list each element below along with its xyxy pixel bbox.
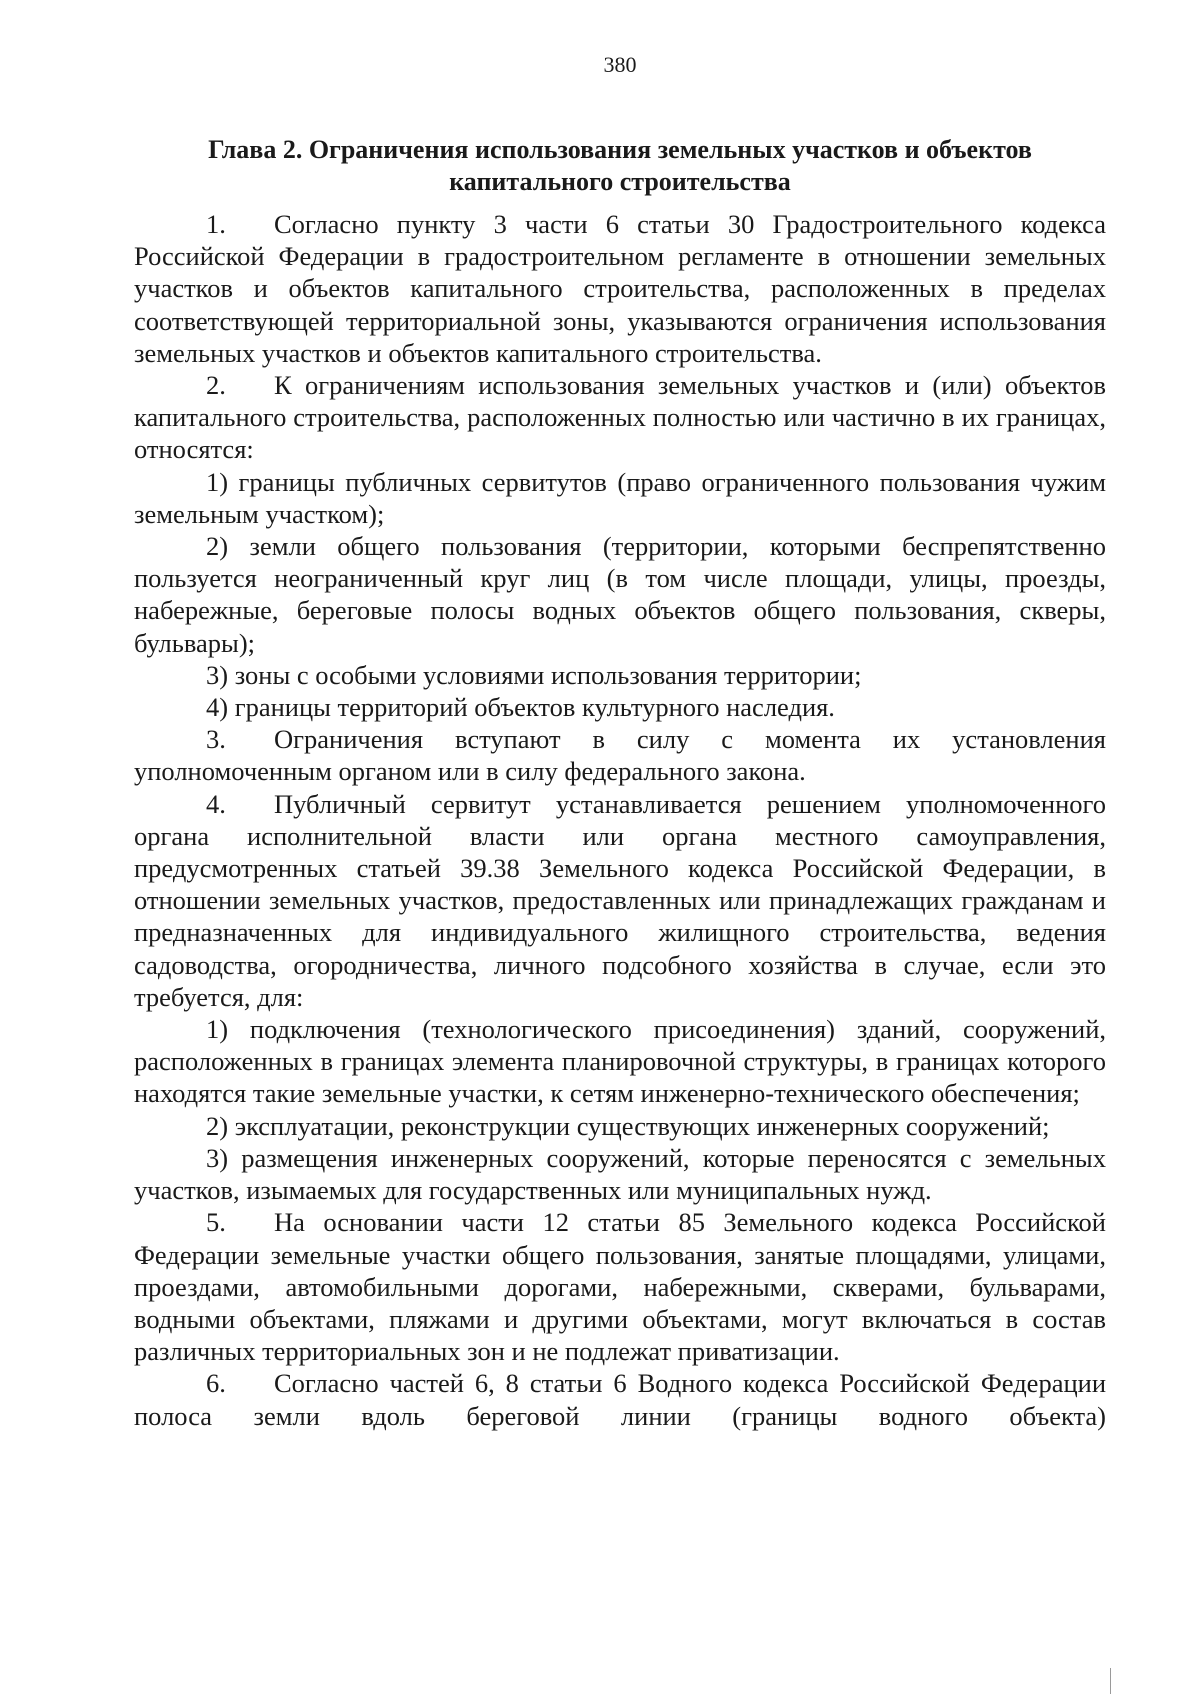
- list-item-4-2: 2) эксплуатации, реконструкции существующих инженерных сооружений;: [206, 1110, 1050, 1141]
- paragraph-4: [134, 788, 1106, 1013]
- list-item-4-3: 3) размещения инженерных сооружений, которые переносятся с земельных участков, изымаемых для государственных или муниципальных нужд.: [134, 1142, 1106, 1206]
- chapter-title-line-2: капитального строительства: [449, 167, 791, 196]
- paragraph-number: 3.: [206, 724, 226, 755]
- list-item-2-3: 3) зоны с особыми условиями использования территории;: [206, 659, 862, 690]
- paragraph-5: [134, 1206, 1106, 1367]
- paragraph-number: 6.: [206, 1368, 226, 1399]
- paragraph-number: 1.: [206, 209, 226, 239]
- list-item-4-1: 1) подключения (технологического присоединения) зданий, сооружений, расположенных в границах элемента планировочной структуры, в границах которого находятся такие земельные участки, к сетям инженерно-технического обеспечения;: [134, 1014, 1106, 1109]
- chapter-title-line-1: Глава 2. Ограничения использования земельных участков и объектов: [208, 135, 1032, 164]
- paragraph-text: Согласно частей 6, 8 статьи 6 Водного кодекса Российской Федерации полоса земли вдоль береговой линии (границы водного объекта): [134, 1368, 1106, 1431]
- page-number: 380: [603, 52, 637, 77]
- paragraph-3: [134, 723, 1106, 787]
- paragraph-1: [134, 208, 1106, 369]
- list-item-2-2: 2) земли общего пользования (территории, которыми беспрепятственно пользуется неограниченный круг лиц (в том числе площади, улицы, проезды, набережные, береговые полосы водных объектов общего пользования, скверы, бульвары);: [134, 531, 1106, 658]
- paragraph-6: [134, 1367, 1106, 1431]
- paragraph-text: К ограничениям использования земельных участков и (или) объектов капитального строительства, расположенных полностью или частично в их границах, относятся:: [134, 370, 1106, 465]
- paragraph-text: Ограничения вступают в силу с момента их установления уполномоченным органом или в силу федерального закона.: [134, 724, 1106, 787]
- scan-edge-mark: [1110, 1668, 1111, 1694]
- paragraph-number: 2.: [206, 370, 226, 401]
- body-text: [134, 208, 1106, 1432]
- paragraph-number: 4.: [206, 788, 226, 819]
- list-item-2-4: 4) границы территорий объектов культурного наследия.: [206, 692, 835, 723]
- list-item-2-1: 1) границы публичных сервитутов (право ограниченного пользования чужим земельным участком);: [134, 466, 1106, 529]
- paragraph-text: Публичный сервитут устанавливается решением уполномоченного органа исполнительной власти или органа местного самоуправления, предусмотренных статьей 39.38 Земельного кодекса Российской Федерации, в отношении земельных участков, предоставленных или принадлежащих гражданам и предназначенных для индивидуального жилищного строительства, ведения садоводства, огородничества, личного подсобного хозяйства в случае, если это требуется, для:: [134, 788, 1106, 1012]
- paragraph-text: На основании части 12 статьи 85 Земельного кодекса Российской Федерации земельные участки общего пользования, занятые площадями, улицами, проездами, автомобильными дорогами, набережными, скверами, бульварами, водными объектами, пляжами и другими объектами, могут включаться в состав различных территориальных зон и не подлежат приватизации.: [134, 1207, 1106, 1367]
- paragraph-number: 5.: [206, 1207, 226, 1238]
- chapter-title: [134, 134, 1106, 198]
- paragraph-2: [134, 369, 1106, 466]
- paragraph-text: Согласно пункту 3 части 6 статьи 30 Градостроительного кодекса Российской Федерации в градостроительном регламенте в отношении земельных участков и объектов капитального строительства, расположенных в пределах соответствующей территориальной зоны, указываются ограничения использования земельных участков и объектов капитального строительства.: [134, 209, 1106, 368]
